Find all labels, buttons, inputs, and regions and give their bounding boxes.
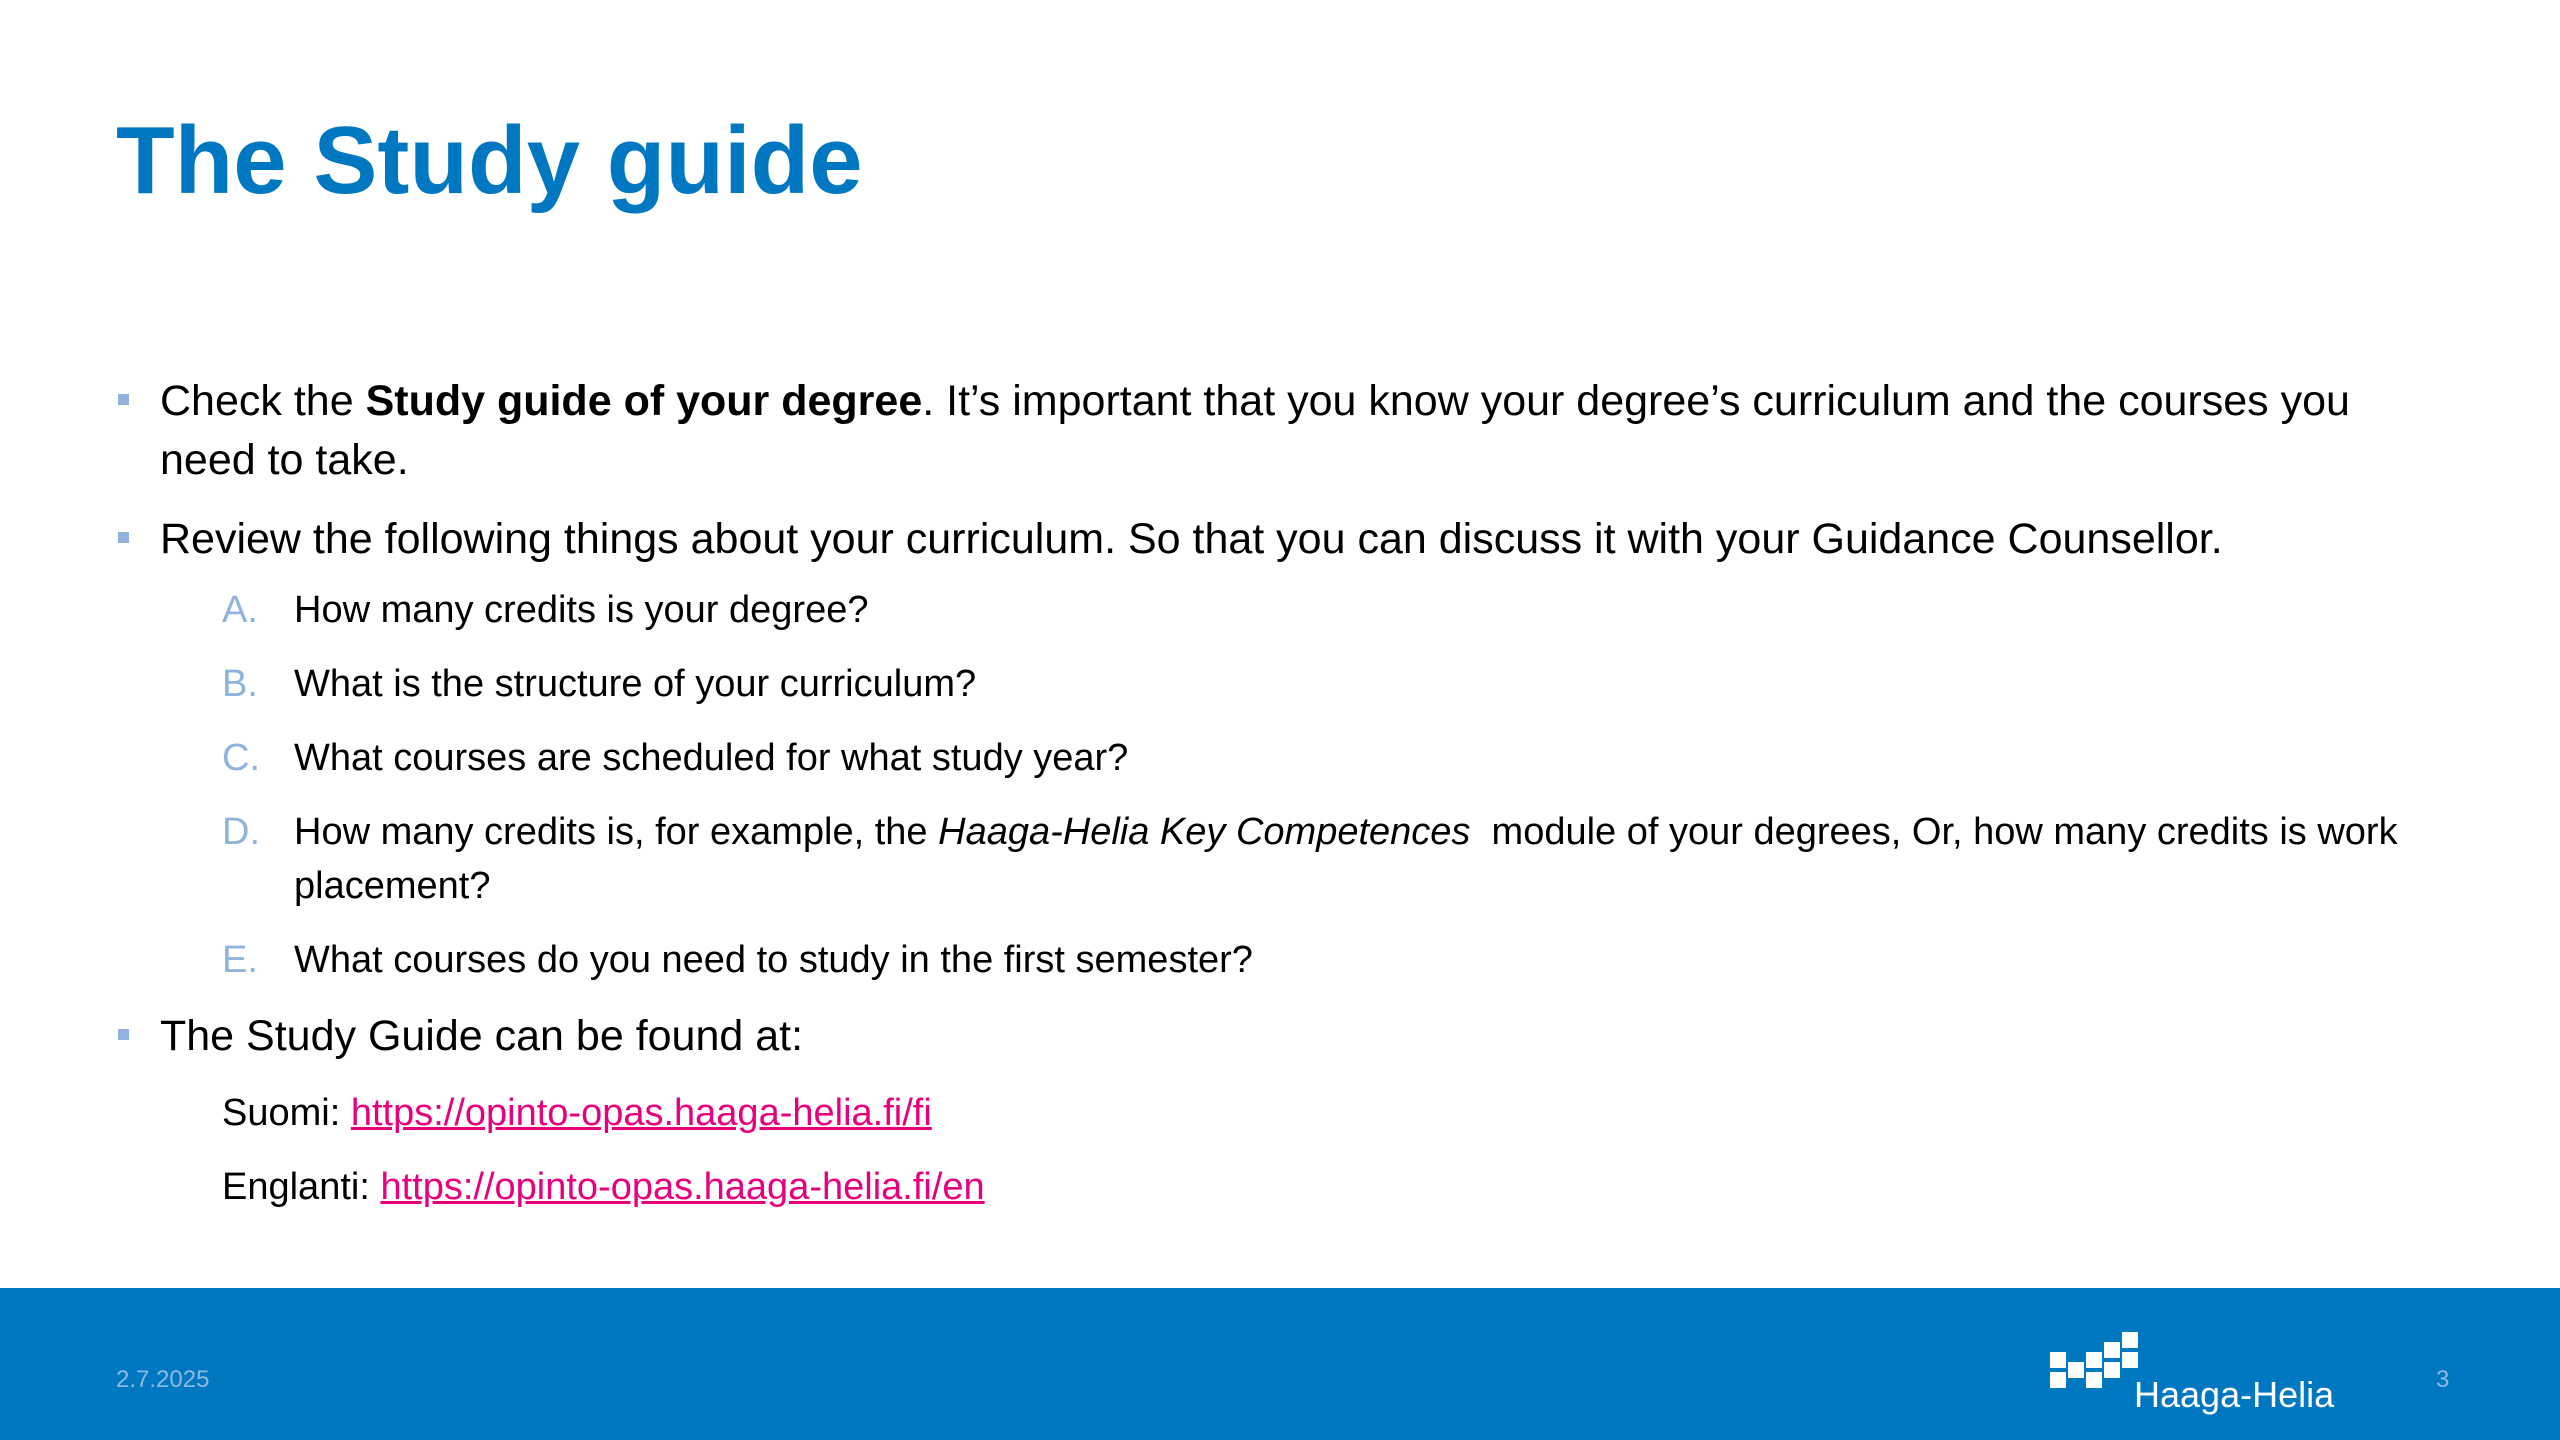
question-item-c <box>116 731 2446 785</box>
list-letter: A. <box>222 589 258 631</box>
bullet-review-curriculum <box>116 510 2446 569</box>
question-italic-text: Haaga-Helia Key Competences <box>938 811 1471 853</box>
page-number: 3 <box>2436 1366 2450 1393</box>
bullet-study-guide <box>116 372 2446 490</box>
list-letter: B. <box>222 663 258 705</box>
question-text: What courses do you need to study in the first semester? <box>294 939 1253 981</box>
question-text: What courses are scheduled for what study year? <box>294 737 1129 779</box>
square-bullet-icon <box>118 532 129 543</box>
englanti-study-guide-link[interactable]: https://opinto-opas.haaga-helia.fi/en <box>380 1166 985 1208</box>
question-text-end: module of your degrees, Or, how many credits is work placement? <box>294 811 2409 907</box>
slide-content <box>116 372 2446 1234</box>
suomi-label: Suomi: <box>222 1092 351 1134</box>
question-item-e <box>116 933 2446 987</box>
bullet-1-bold-text: Study guide of your degree <box>365 377 923 425</box>
question-text-start: How many credits is, for example, the <box>294 811 939 853</box>
bullet-2-text: Review the following things about your curriculum. So that you can discuss it with your Guidance Counsellor. <box>160 515 2223 563</box>
question-text: How many credits is your degree? <box>294 589 869 631</box>
square-bullet-icon <box>118 1029 129 1040</box>
footer-date: 2.7.2025 <box>116 1366 210 1393</box>
list-letter: D. <box>222 811 260 853</box>
bullet-1-text-end: . It’s important that you know your degree’s curriculum and the courses you need to take. <box>160 377 2350 484</box>
question-list <box>116 583 2446 987</box>
bullet-1-text-start: Check the <box>160 377 366 425</box>
list-letter: C. <box>222 737 260 779</box>
question-item-d <box>116 805 2446 913</box>
suomi-study-guide-link[interactable]: https://opinto-opas.haaga-helia.fi/fi <box>350 1092 932 1134</box>
question-text: What is the structure of your curriculum? <box>294 663 977 705</box>
suomi-link-line <box>116 1086 2446 1140</box>
question-item-a <box>116 583 2446 637</box>
question-item-b <box>116 657 2446 711</box>
englanti-link-line <box>116 1160 2446 1214</box>
englanti-label: Englanti: <box>222 1166 381 1208</box>
bullet-3-text: The Study Guide can be found at: <box>160 1012 804 1060</box>
list-letter: E. <box>222 939 258 981</box>
footer-bar <box>0 1288 2560 1440</box>
haaga-helia-logo-text: Haaga-Helia <box>2134 1374 2335 1415</box>
bullet-study-guide-location <box>116 1007 2446 1066</box>
haaga-helia-logo <box>2050 1326 2335 1426</box>
slide-title: The Study guide <box>116 107 863 214</box>
square-bullet-icon <box>118 394 129 405</box>
